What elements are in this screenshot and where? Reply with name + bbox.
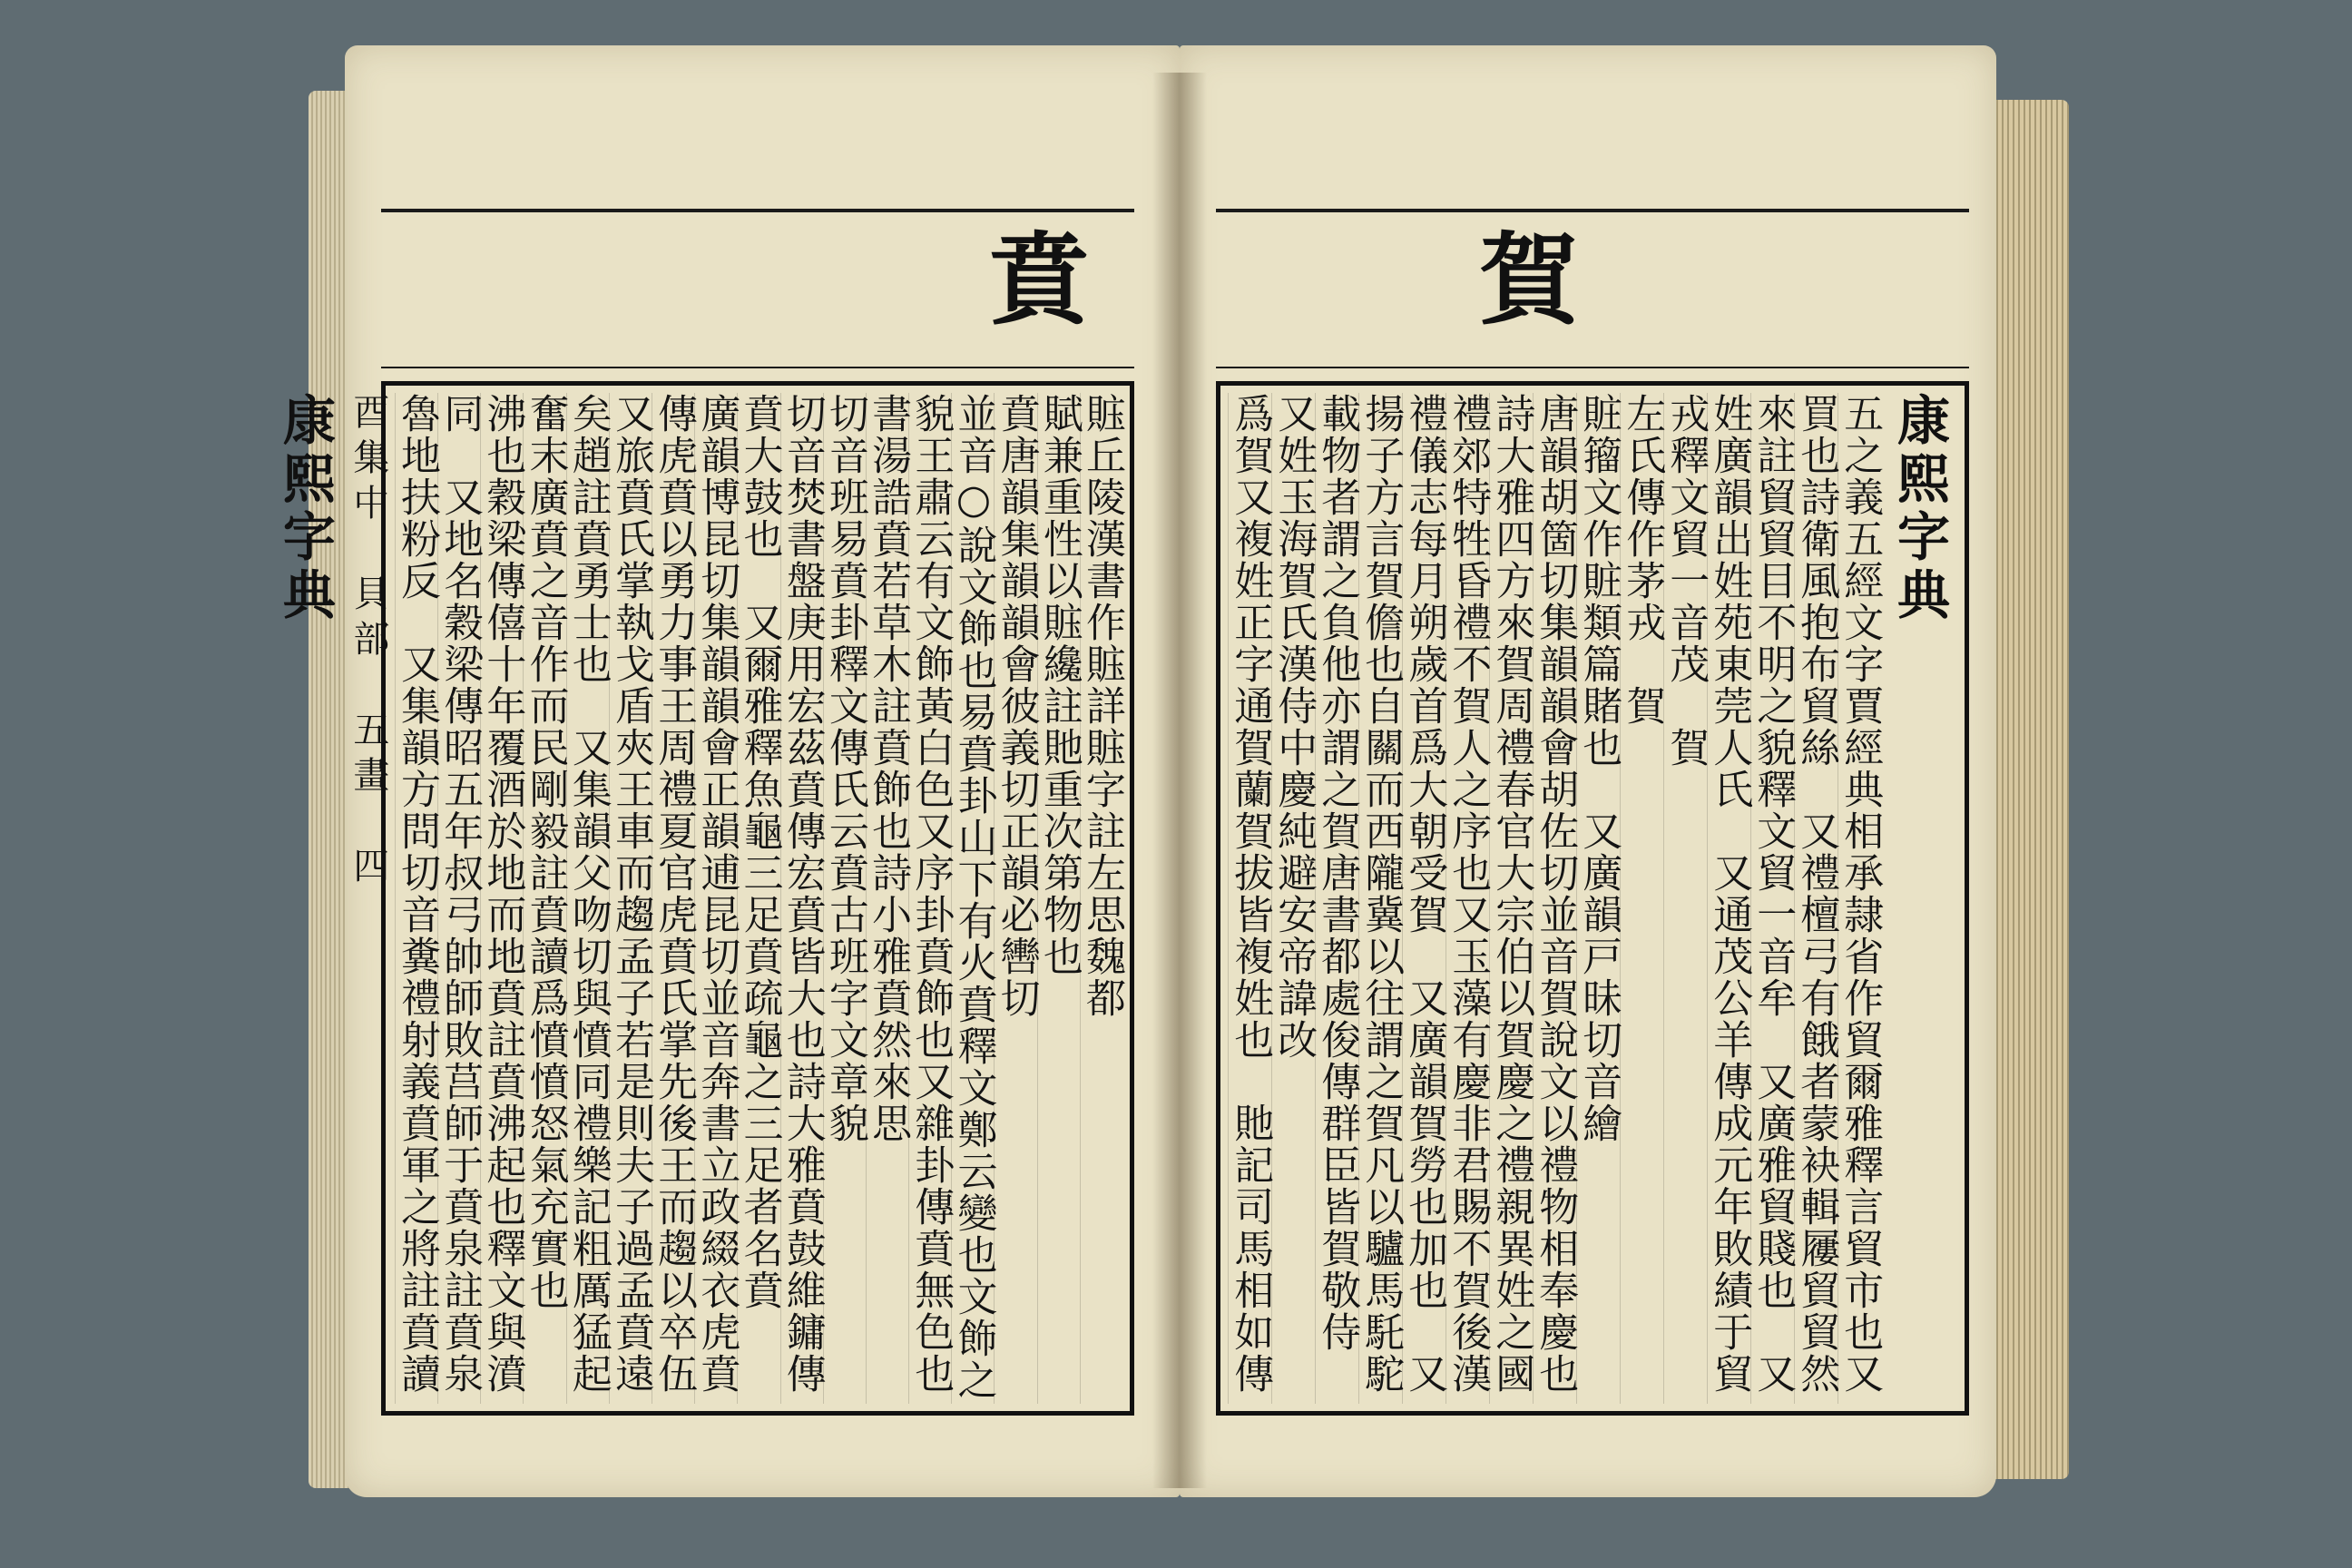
spine-section: 酉集中 bbox=[347, 393, 389, 574]
text-column: 左氏傳作茅戎 賀 bbox=[1620, 393, 1662, 1404]
spine-strokes: 五畫 bbox=[347, 710, 389, 847]
text-column: 揚子方言賀儋也自關而西隴冀以往謂之賀凡以驢馬馲駝 bbox=[1358, 393, 1401, 1404]
spine-title: 康熙字典 bbox=[273, 393, 336, 625]
spine-radical: 貝部 bbox=[347, 574, 389, 710]
text-column: 買也詩衛風抱布貿絲 又禮檀弓有餓者蒙袂輯屨貿貿然 bbox=[1794, 393, 1837, 1404]
text-column: 詩大雅四方來賀周禮春官大宗伯以賀慶之禮親異姓之國 bbox=[1489, 393, 1532, 1404]
text-column: 姓廣韻出姓苑東莞人氏 又通茂公羊傳成元年敗績于貿 bbox=[1707, 393, 1749, 1404]
text-column: 載物者謂之負他亦謂之賀唐書都處俊傳群臣皆賀敬侍 bbox=[1315, 393, 1357, 1404]
text-column: 傳虎賁以勇力事王周禮夏官虎賁氏掌先後王而趨以卒伍 bbox=[652, 393, 694, 1404]
text-column: 賁唐韻集韻韻會彼義切正韻必轡切 bbox=[994, 393, 1036, 1404]
spine-title: 康熙字典 bbox=[1888, 393, 1950, 625]
text-column: 來註貿貿目不明之貌釋文貿一音牟 又廣雅貿賤也 又 bbox=[1750, 393, 1793, 1404]
text-column: 禮儀志每月朔歲首爲大朝受賀 又廣韻賀勞也加也 又 bbox=[1402, 393, 1445, 1404]
left-header-band bbox=[381, 209, 1134, 368]
text-column: 矣趙註賁勇士也 又集韻父吻切與憤同禮樂記粗厲猛起 bbox=[566, 393, 609, 1404]
text-column: 爲賀又複姓正字通賀蘭賀拔皆複姓也 貤記司馬相如傳 bbox=[1228, 393, 1270, 1404]
text-column: 賘丘陵漢書作賘詳賘字註左思魏都 bbox=[1080, 393, 1122, 1404]
right-text-frame bbox=[1216, 381, 1969, 1416]
text-column: 賁大鼓也 又爾雅釋魚龜三足賁疏龜之三足者名賁 bbox=[737, 393, 779, 1404]
right-columns bbox=[1228, 393, 1957, 1404]
text-column: 貌王肅云有文飾黃白色又序卦賁飾也又雜卦傳賁無色也 bbox=[908, 393, 951, 1404]
right-header-char: 賀 bbox=[1479, 221, 1579, 338]
text-column: 切音班易賁卦釋文傳氏云賁古班字文章貌 bbox=[823, 393, 866, 1404]
open-book bbox=[273, 36, 2051, 1534]
text-column: 又姓玉海賀氏漢侍中慶純避安帝諱改 bbox=[1271, 393, 1314, 1404]
left-columns bbox=[273, 393, 1125, 1404]
text-column: 書湯誥賁若草木註賁飾也詩小雅賁然來思 bbox=[866, 393, 908, 1404]
book-gutter bbox=[1152, 73, 1207, 1488]
text-column: 廣韻博昆切集韻韻會正韻逋昆切並音奔書立政綴衣虎賁 bbox=[694, 393, 737, 1404]
text-column: 又旅賁氏掌執戈盾夾王車而趨孟子若是則夫子過孟賁遠 bbox=[609, 393, 652, 1404]
spine-page: 四 bbox=[347, 847, 389, 937]
text-column: 魯地扶粉反 又集韻方問切音糞禮射義賁軍之將註賁讀 bbox=[395, 393, 437, 1404]
text-column: 同 又地名穀梁傳昭五年叔弓帥師敗莒師于賁泉註賁泉 bbox=[437, 393, 480, 1404]
left-page bbox=[273, 45, 1180, 1497]
text-column: 切音焚書盤庚用宏茲賁傳宏賁皆大也詩大雅賁鼓維鏞傳 bbox=[780, 393, 823, 1404]
text-column: 禮郊特牲昏禮不賀人之序也又玉藻有慶非君賜不賀後漢 bbox=[1446, 393, 1488, 1404]
text-column: 沸也穀梁傳僖十年覆酒於地而地賁註賁沸起也釋文與濆 bbox=[480, 393, 523, 1404]
left-header-char: 賁 bbox=[989, 221, 1089, 338]
text-column: 奮末廣賁之音作而民剛毅註賁讀爲憤憤怒氣充實也 bbox=[523, 393, 565, 1404]
text-column: 戎釋文貿一音茂 賀 bbox=[1663, 393, 1706, 1404]
text-column: 賦兼重性以賘纔註貤重次第物也 bbox=[1037, 393, 1080, 1404]
text-column: 五之義五經文字賈經典相承隷省作貿爾雅釋言貿市也又 bbox=[1838, 393, 1880, 1404]
spine-info bbox=[343, 393, 395, 1404]
text-column: 唐韻胡箇切集韻韻會胡佐切並音賀說文以禮物相奉慶也 bbox=[1533, 393, 1575, 1404]
left-text-frame bbox=[273, 381, 1134, 1416]
text-column: 賍籀文作賍類篇賭也 又廣韻戸昧切音繪 bbox=[1576, 393, 1619, 1404]
right-page-stack bbox=[1987, 100, 2069, 1479]
right-page bbox=[1180, 45, 1996, 1497]
right-header-band bbox=[1216, 209, 1969, 368]
text-column: 並音○說文飾也易賁卦山下有火賁釋文鄭云變也文飾之 bbox=[951, 393, 994, 1404]
